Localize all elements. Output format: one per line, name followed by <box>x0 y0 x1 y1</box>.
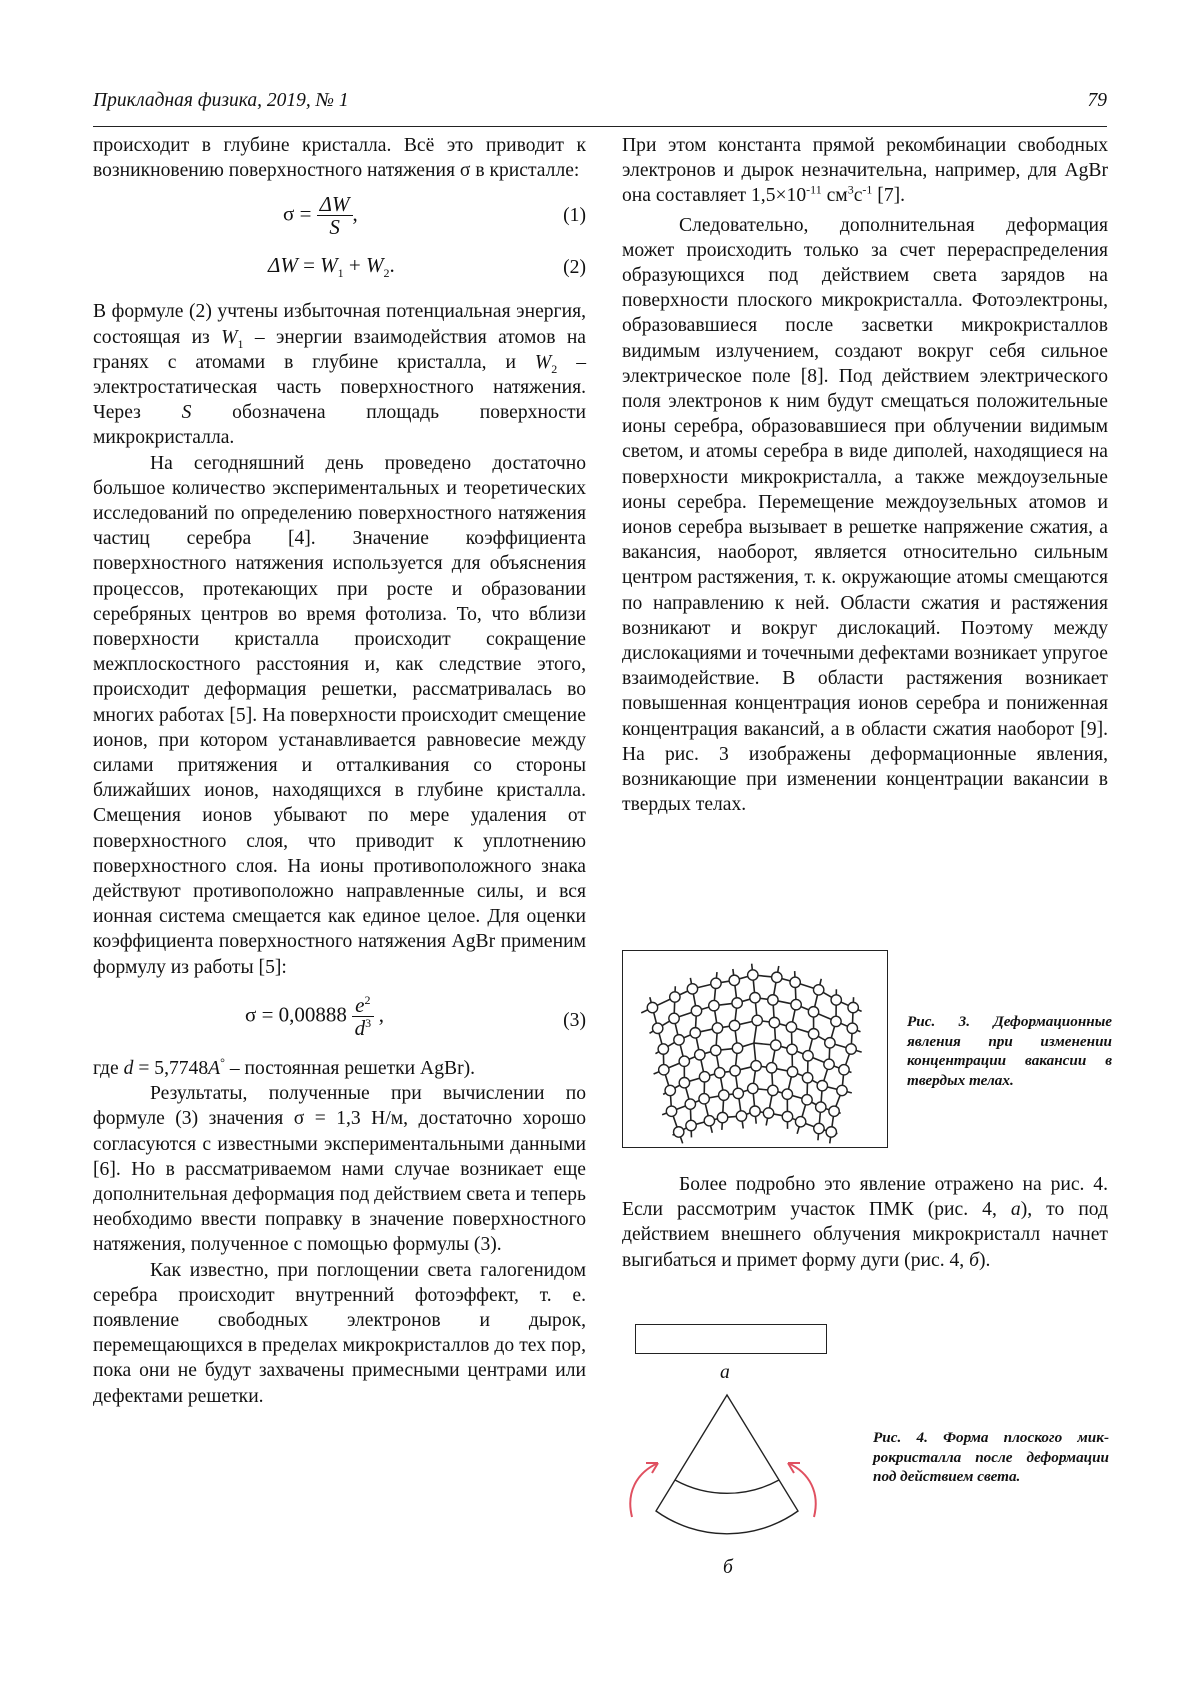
lattice-atom <box>699 1094 709 1104</box>
lattice-atom <box>658 1044 668 1054</box>
paragraph: происходит в глубине кристалла. Всё это приводит к возникновению поверхностного натяжения σ в кристалле: <box>93 135 586 182</box>
lattice-atom <box>829 1106 839 1116</box>
lattice-atom <box>686 1120 696 1130</box>
lattice-atom <box>679 1056 689 1066</box>
figure-4b-bent-crystal <box>618 1393 828 1555</box>
lattice-atom <box>837 1085 847 1095</box>
eq3-lhs: σ = 0,00888 <box>245 1002 347 1027</box>
lattice-atom <box>669 1013 679 1023</box>
lattice-atom <box>768 995 778 1005</box>
lattice-atom <box>795 1117 805 1127</box>
lattice-atom <box>691 1006 701 1016</box>
lattice-atom <box>817 1080 827 1090</box>
lattice-atom <box>715 1068 725 1078</box>
lattice-atom <box>717 1112 727 1122</box>
lattice-atom <box>771 1040 781 1050</box>
lattice-atom <box>732 998 742 1008</box>
lattice-atom <box>791 999 801 1009</box>
lattice-atom <box>674 1035 684 1045</box>
figure-4-label-a: а <box>720 1362 730 1383</box>
lattice-atom <box>719 1090 729 1100</box>
running-header-journal: Прикладная физика, 2019, № 1 <box>93 90 349 111</box>
eq3-denominator: $d^3$ <box>354 1015 372 1040</box>
lattice-atom <box>808 1029 818 1039</box>
equation-number-3: (3) <box>563 1009 586 1031</box>
lattice-atom <box>787 1044 797 1054</box>
paragraph: Следовательно, дополнительная деформация может происходить только за счет перераспределения образующихся под действием света зарядов на поверхности плоского микрокристалла. Фотоэлектроны, образовавшиеся после засветки микрокристаллов видимым излучением, создают вокруг себя сильное электрическое поле [8]. Под действием электрического поля электронов к ним будут смещаться положительные ионы серебра, образовавшиеся при облучении видимым светом, и атомы серебра в виде диполей, находящиеся на поверхности микрокристалла, а также междоузельные ионы серебра. Перемещение междоузельных атомов и ионов серебра вызывает в решетке напряжение сжатия, а вакансия, наоборот, является относительно сильным центром растяжения, т. к. окружающие атомы смещаются по направлению к ней. Области сжатия и растяжения возникают и вокруг дислокаций. Поэтому между дислокациями и точечными дефектами возникает упругое взаимодействие. В области растяжения возникает повышенная концентрация ионов серебра и пониженная концентрация вакансий, а в области сжатия наоборот [9]. На рис. 3 изображены деформационные явления, возникающие при изменении концентрации вакансии в твердых телах. <box>622 214 1108 816</box>
lattice-atom <box>695 1050 705 1060</box>
lattice-atom <box>782 1111 792 1121</box>
lattice-atom <box>751 1061 761 1071</box>
lattice-atom <box>802 1095 812 1105</box>
right-column <box>622 133 1108 817</box>
lattice-atom <box>711 978 721 988</box>
equation-1: σ = $\frac{\Delta W}{S}$ , (1) <box>283 192 586 240</box>
lattice-atom <box>670 992 680 1002</box>
paragraph: При этом константа прямой рекомбинации свободных электронов и дырок незначительна, например, для AgBr она составляет $1,5\times 10^{-11}$ $см^3с^{-1}$ [7]. <box>622 135 1108 207</box>
lattice-atom <box>665 1085 675 1095</box>
lattice-atom <box>711 1045 721 1055</box>
lattice-atom <box>769 1017 779 1027</box>
lattice-atom <box>687 984 697 994</box>
lattice-atom <box>750 1106 760 1116</box>
paragraph: Результаты, полученные при вычислении по формуле (3) значения σ = 1,3 Н/м, достаточно хорошо согласуются с известными экспериментальными данными [6]. Но в рассматриваемом нами случае возникает еще дополнительная деформация под действием света и теперь необходимо ввести поправку в значение поверхностного натяжения, полученное с помощью формулы (3). <box>93 1083 586 1256</box>
lattice-atom <box>782 1089 792 1099</box>
lattice-atom <box>704 1116 714 1126</box>
lattice-atom <box>846 1044 856 1054</box>
lattice-atom <box>685 1099 695 1109</box>
lattice-atom <box>802 1073 812 1083</box>
lattice-svg <box>623 951 887 1147</box>
lattice-atom <box>816 1102 826 1112</box>
lattice-atom <box>803 1051 813 1061</box>
paragraph: В формуле (2) учтены избыточная потенциальная энергия, состоящая из $W_1$ – энергии взаимодействия атомов на гранях с атомами в глубине кристалла, и $W_2$ – электростатическая часть поверхностного натяжения. Через S обозначена площадь поверхности микрокристалла. <box>93 301 586 449</box>
lattice-atom <box>824 1059 834 1069</box>
page-number: 79 <box>1087 90 1107 111</box>
figure-3-lattice-diagram <box>622 950 888 1148</box>
lattice-atom <box>709 1000 719 1010</box>
lattice-atom <box>712 1023 722 1033</box>
lattice-atom <box>647 1002 657 1012</box>
lattice-atom <box>790 977 800 987</box>
lattice-atom <box>750 993 760 1003</box>
eq1-denominator: S <box>329 215 340 240</box>
lattice-atom <box>733 1088 743 1098</box>
right-column-continued <box>622 1172 1108 1273</box>
eq3-fraction <box>352 994 373 1039</box>
lattice-atom <box>748 1083 758 1093</box>
sector-inner-arc <box>675 1480 779 1493</box>
figure-4-label-b: б <box>723 1557 733 1578</box>
sector-outline <box>656 1395 798 1534</box>
eq1-fraction <box>317 193 353 238</box>
lattice-atom <box>766 1063 776 1073</box>
lattice-atom <box>839 1065 849 1075</box>
paragraph: где d = 5,7748A° – постоянная решетки AgBr). <box>93 1055 476 1079</box>
paragraph: Как известно, при поглощении света галогенидом серебра происходит внутренний фотоэффект, т. е. появление свободных электронов и дырок, перемещающихся в пределах микрокристаллов до тех пор, пока они не будут захвачены примесными центрами или дефектами решетки. <box>93 1259 586 1407</box>
lattice-atom <box>814 1123 824 1133</box>
lattice-atom <box>768 1085 778 1095</box>
paragraph: Более подробно это явление отражено на рис. 4. Если рассмотрим участок ПМК (рис. 4, а), то под действием внешнего облучения микрокристалл начнет выгибаться и примет форму дуги (рис. 4, б). <box>622 1174 1109 1271</box>
lattice-atom <box>666 1106 676 1116</box>
header-rule <box>93 126 1107 127</box>
lattice-atom <box>674 1127 684 1137</box>
eq1-lhs: σ = <box>283 201 312 226</box>
eq1-numerator: ΔW <box>317 193 353 216</box>
lattice-atom <box>847 1023 857 1033</box>
equation-3: σ = 0,00888 $\frac{e^2}{d^3}$ , (3) <box>245 992 586 1040</box>
lattice-atom <box>690 1028 700 1038</box>
lattice-atom <box>752 1015 762 1025</box>
lattice-atom <box>729 1020 739 1030</box>
left-column <box>93 133 586 1409</box>
equation-number-2: (2) <box>563 257 586 279</box>
lattice-atom <box>808 1007 818 1017</box>
lattice-atom <box>826 1127 836 1137</box>
lattice-atom <box>772 972 782 982</box>
lattice-atom <box>659 1065 669 1075</box>
lattice-atom <box>763 1108 773 1118</box>
lattice-atom <box>813 985 823 995</box>
lattice-atom <box>831 995 841 1005</box>
figure-4-caption: Рис. 4. Форма плоского микрокристалла после деформации под действием света. <box>873 1429 1109 1485</box>
lattice-atom <box>699 1072 709 1082</box>
lattice-atom <box>748 970 758 980</box>
lattice-atom <box>825 1038 835 1048</box>
lattice-atom <box>787 1067 797 1077</box>
eq3-numerator: $e^2$ <box>352 994 373 1017</box>
lattice-atom <box>679 1077 689 1087</box>
paragraph: На сегодняшний день проведено достаточно большое количество экспериментальных и теоретических исследований по определению поверхностного натяжения частиц серебра [4]. Значение коэффициента поверхностного натяжения используется для объяснения процессов, протекающих при росте и образовании серебряных центров во время фотолиза. То, что вблизи поверхности кристалла происходит сокращение межплоскостного расстояния и, как следствие этого, происходит деформация решетки, рассматривалась во многих работах [5]. На поверхности происходит смещение ионов, при котором устанавливается равновесие между силами притяжения и отталкивания со стороны ближайших ионов, находящихся в глубине кристалла. Смещения ионов убывают по мере удаления от поверхностного слоя, что приводит к уплотнению поверхностного слоя. На ионы противоположного знака действуют противоположно направленные силы, и вся ионная система смещается как единое целое. Для оценки коэффициента поверхностного натяжения AgBr применим формулу из работы [5]: <box>93 452 586 978</box>
equation-number-1: (1) <box>563 205 586 227</box>
figure-4a-flat-crystal <box>635 1324 827 1354</box>
lattice-atom <box>736 1111 746 1121</box>
lattice-atom <box>831 1016 841 1026</box>
lattice-atom <box>848 1002 858 1012</box>
lattice-atom <box>730 1066 740 1076</box>
lattice-atom <box>732 1043 742 1053</box>
figure-3-caption: Рис. 3. Деформационные явления при изменении концентрации вакансии в твердых телах. <box>907 1013 1112 1089</box>
lattice-atom <box>786 1022 796 1032</box>
lattice-atom <box>729 975 739 985</box>
equation-2: $\Delta W = W_1 + W_2$. (2) <box>268 253 586 281</box>
lattice-atom <box>652 1023 662 1033</box>
